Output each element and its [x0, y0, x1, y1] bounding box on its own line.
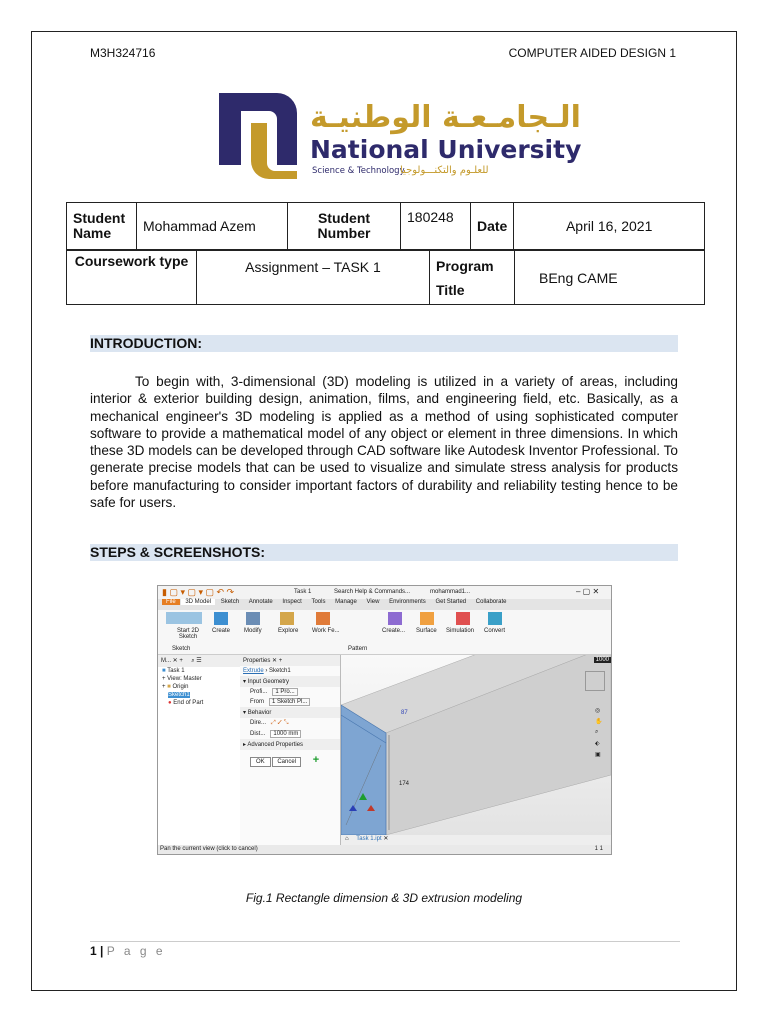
create-freeform-button[interactable]: Create... [382, 628, 406, 634]
steps-heading: STEPS & SCREENSHOTS: [90, 544, 678, 561]
introduction-text: To begin with, 3-dimensional (3D) modeling is utilized in a variety of areas, including interior & exterior building design, animation, films, and engineering field, etc. Basically, as a mechanical engineer's 3D modeling is applied as a method of using sophisticated computer software to provide a mathematical model of any object or element in three dimensions. In which these 3D models can be developed through CAD software like Autodesk Inventor Professional. To generate precise models that can be used to visualize and simulate stress analysis for products before manufacturing to consider important factors of durability and reliability testing hence to be safe for users. [90, 374, 678, 511]
pattern-button[interactable]: Pattern [348, 646, 368, 652]
coursework-label: Coursework type [67, 251, 197, 305]
explore-button[interactable]: Explore [278, 628, 299, 634]
program-label: Program Title [430, 251, 515, 305]
tab-tools[interactable]: Tools [311, 599, 326, 605]
home-icon[interactable]: ⌂ [345, 836, 349, 842]
tab-get-started[interactable]: Get Started [435, 599, 467, 605]
cad-search[interactable]: Search Help & Commands... [334, 589, 411, 595]
tab-sketch[interactable]: Sketch [220, 599, 240, 605]
tab-manage[interactable]: Manage [335, 599, 357, 605]
distance-readout: 1000 [595, 657, 609, 663]
direction-buttons[interactable]: ⤢ ✓ ⤡ [271, 720, 289, 726]
coursework-table [66, 250, 705, 305]
orbit-icon[interactable]: ◎ [595, 708, 601, 714]
page-separator: | [100, 944, 104, 958]
logo-subtitle-arabic: للعلـوم والتكنـــولوجيا [400, 165, 489, 176]
navigation-bar[interactable] [595, 703, 607, 783]
date-value: April 16, 2021 [514, 203, 705, 250]
tab-view[interactable]: View [366, 599, 380, 605]
pan-icon[interactable]: ✋ [595, 719, 603, 725]
look-icon[interactable]: ⬖ [595, 741, 600, 747]
tab-inspect[interactable]: Inspect [282, 599, 302, 605]
student-name-value: Mohammad Azem [137, 203, 288, 250]
browser-item-part[interactable]: ■ Task 1 [162, 668, 185, 674]
height-dimension: 174 [399, 781, 410, 787]
logo-subtitle: Science & Technology [312, 166, 405, 176]
coursework-value: Assignment – TASK 1 [197, 251, 430, 305]
from-field[interactable]: 1 Sketch Pl... [269, 698, 310, 706]
browser-item-origin[interactable]: + ■ Origin [162, 684, 189, 690]
fit-icon[interactable]: ▣ [595, 752, 601, 758]
start-2d-sketch-button[interactable]: Start 2D Sketch [176, 628, 199, 640]
cad-title-bar: ▮ ▢ ▾ ▢ ▾ ▢ ↶ ↷ Task 1 Search Help & Commands... mohammad1... – ▢ ✕ [158, 586, 611, 599]
cad-tab-row [158, 599, 611, 610]
tab-file[interactable]: File [162, 599, 180, 605]
cad-viewport[interactable] [341, 655, 611, 835]
cad-screenshot [157, 585, 612, 855]
model-browser: M... ✕ + ⌕ ☰ ■ Task 1 + View: Master + ■ Origin Sketch1 ● End of Part [158, 655, 241, 845]
tab-environments[interactable]: Environments [389, 599, 426, 605]
logo-english-name: National University [310, 135, 582, 164]
ok-button[interactable]: OK [250, 757, 271, 767]
modify-button[interactable]: Modify [244, 628, 262, 634]
extrude-link[interactable]: Extrude [243, 668, 264, 674]
cancel-button[interactable]: Cancel [272, 757, 301, 767]
tab-collaborate[interactable]: Collaborate [475, 599, 507, 605]
cad-user[interactable]: mohammad1... [430, 589, 471, 595]
footer-divider [90, 941, 680, 942]
work-features-button[interactable]: Work Fe... [312, 628, 340, 634]
status-counter: 1 1 [594, 846, 603, 852]
zoom-icon[interactable]: ⌕ [595, 729, 599, 735]
student-number-label: Student Number [288, 203, 401, 250]
properties-panel: Properties ✕ + Extrude › Sketch1 ▾ Input Geometry Profi... 1 Pro... From 1 Sketch Pl... ▾ Behavior Dire... ⤢ ✓ ⤡ Dist... 1000 mm ▸ Advanced Properties OK Cancel + [240, 655, 341, 845]
window-controls-icon[interactable]: – ▢ ✕ [576, 587, 600, 596]
status-message: Pan the current view (click to cancel) [160, 846, 258, 852]
distance-field[interactable]: 1000 mm [270, 730, 301, 738]
cad-status-bar [158, 845, 611, 854]
student-info-table [66, 202, 705, 250]
tab-3d-model[interactable]: 3D Model [181, 599, 215, 605]
extrusion-model [341, 655, 611, 835]
header-code: M3H324716 [90, 46, 156, 60]
program-value: BEng CAME [515, 251, 705, 305]
browser-item-sketch[interactable]: Sketch1 [168, 692, 190, 698]
document-tab-bar: ⌂ Task 1.ipt ✕ [341, 835, 611, 845]
student-number-value: 180248 [401, 203, 471, 250]
figure-caption: Fig.1 Rectangle dimension & 3D extrusion modeling [245, 891, 523, 905]
cad-ribbon [158, 610, 611, 655]
simulation-button[interactable]: Simulation [446, 628, 475, 634]
student-name-label: Student Name [67, 203, 137, 250]
width-dimension: 87 [401, 710, 408, 716]
document-tab[interactable]: Task 1.ipt [356, 836, 382, 842]
browser-item-view[interactable]: + View: Master [162, 676, 202, 682]
ribbon-group-sketch: Sketch [172, 646, 191, 652]
introduction-paragraph [90, 373, 678, 511]
convert-button[interactable]: Convert [484, 628, 506, 634]
cad-doc-name: Task 1 [294, 589, 312, 595]
profiles-field[interactable]: 1 Pro... [272, 688, 297, 696]
create-button[interactable]: Create [212, 628, 231, 634]
tab-annotate[interactable]: Annotate [248, 599, 273, 605]
header-course: COMPUTER AIDED DESIGN 1 [508, 46, 676, 60]
view-cube-icon[interactable] [585, 671, 605, 691]
page-word: P a g e [106, 944, 166, 958]
date-label: Date [471, 203, 514, 250]
introduction-heading: INTRODUCTION: [90, 335, 678, 352]
add-icon[interactable]: + [312, 754, 320, 766]
surface-button[interactable]: Surface [416, 628, 437, 634]
page-number: 1 [90, 944, 97, 958]
browser-item-end[interactable]: ● End of Part [168, 700, 204, 706]
logo-arabic-name: الـجامـعـة الوطنيـة [310, 100, 581, 135]
page-footer [90, 944, 166, 958]
